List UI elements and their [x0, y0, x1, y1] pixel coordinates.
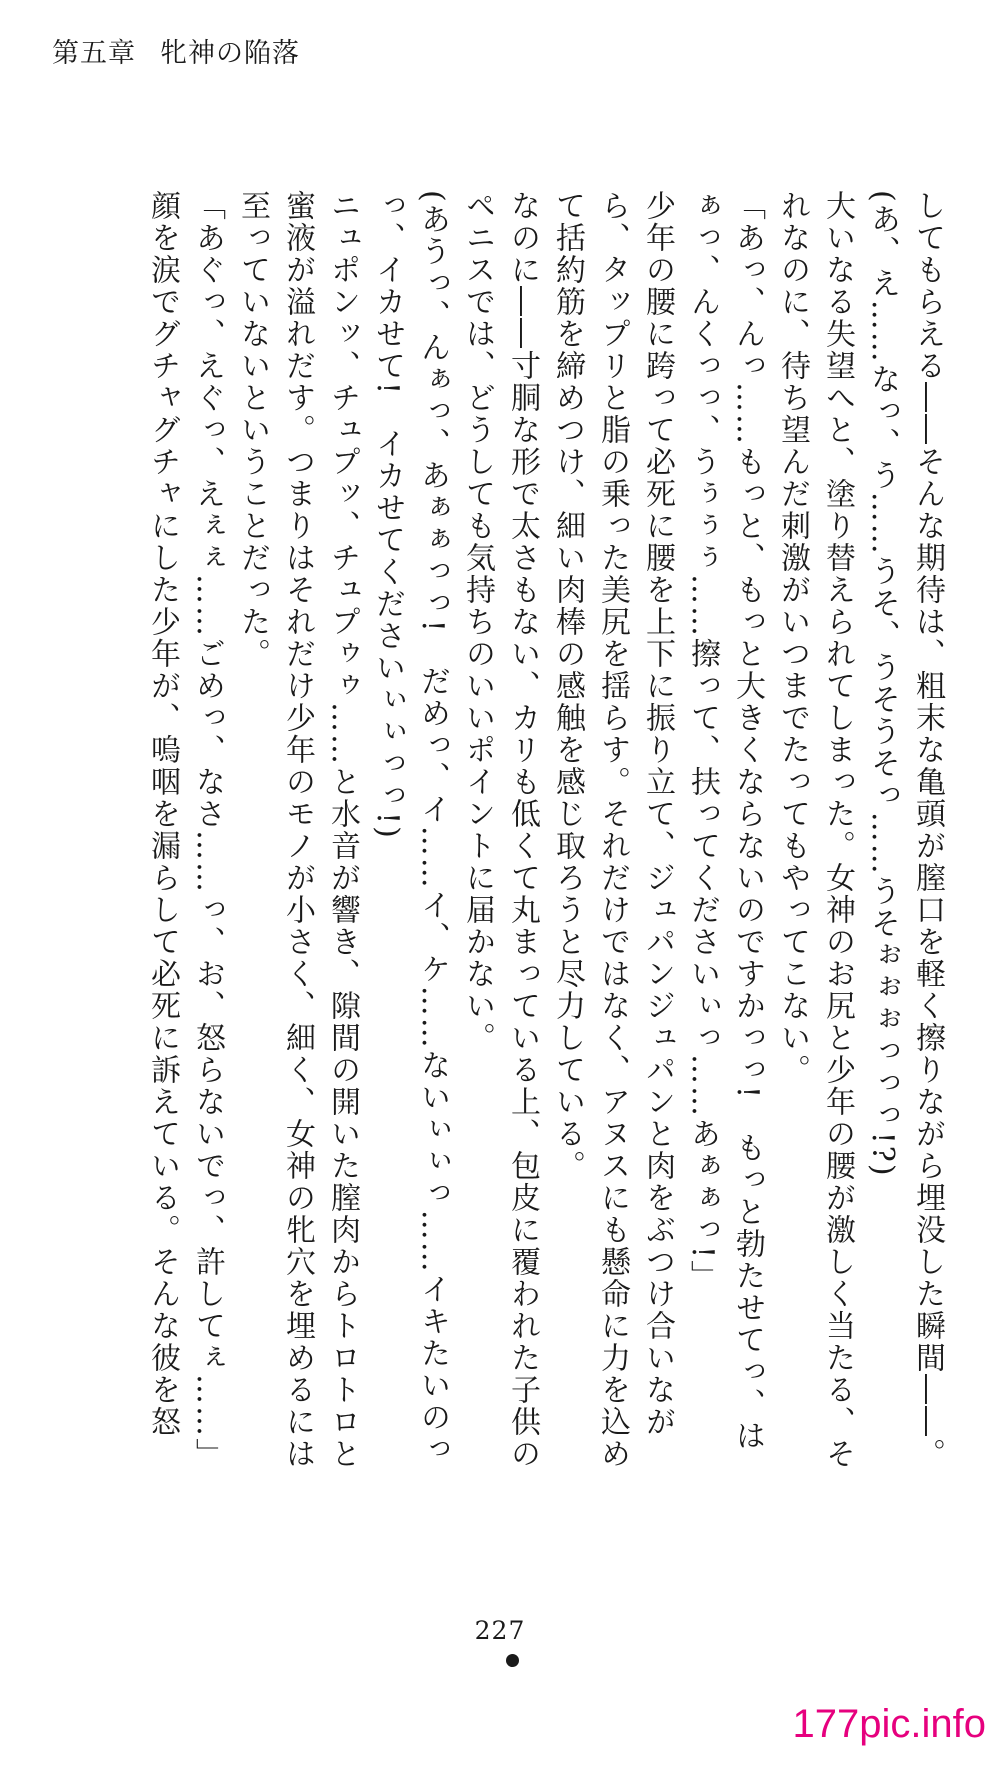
paragraph: 大いなる失望へと、塗り替えられてしまった。女神のお尻と少年の腰が激しく当たる、それなのに、待ち望んだ刺激がいつまでたってもやってこない。 [775, 190, 855, 1470]
paragraph: (あ、え……なっ、う……うそ、うそうそっ……うそぉぉぉっっっ!?) [865, 190, 900, 1178]
paragraph: してもらえる――そんな期待は、粗末な亀頭が膣口を軽く擦りながら埋没した瞬間――。 [910, 190, 945, 1470]
page-number: 227 [474, 1616, 526, 1645]
paragraph: ニュポンッ、チュプッ、チュプゥゥ……と水音が響き、隙間の開いた膣肉からトロトロと蜜液が溢れだす。つまりはそれだけ少年のモノが小さく、細く、女神の牝穴を埋めるには至っていないということだった。 [235, 190, 360, 1470]
paragraph: (あうっ、んぁっ、あぁぁっっ! だめっ、イ……イ、ケ……ないぃぃっ……イキたいのっっ、イカせて! イカせてくださいぃぃっっ!) [370, 190, 450, 1466]
watermark: 177pic.info [792, 1702, 986, 1746]
chapter-title: 牝神の陥落 [160, 38, 300, 69]
paragraph: なのに――寸胴な形で太さもない、カリも低くて丸まっている上、包皮に覆われた子供のペニスでは、どうしても気持ちのいいポイントに届かない。 [460, 190, 540, 1470]
chapter-number: 第五章 [52, 38, 136, 69]
paragraph: 顔を涙でグチャグチャにした少年が、嗚咽を漏らして必死に訴えている。そんな彼を怒 [145, 190, 180, 1438]
page-ornament-dot [506, 1654, 519, 1667]
running-head [52, 38, 300, 70]
paragraph: 少年の腰に跨って必死に腰を上下に振り立て、ジュパンジュパンと肉をぶつけ合いながら、タップリと脂の乗った美尻を揺らす。それだけではなく、アヌスにも懸命に力を込めて括約筋を締めつけ、細い肉棒の感触を感じ取ろうと尽力している。 [550, 190, 675, 1470]
vertical-body-text [40, 190, 950, 1480]
paragraph: 「あっ、んっ……もっと、もっと大きくならないのですかっっ! もっと勃たせてっ、はぁっ、んくっっ、うぅぅぅ……擦って、扶ってくださいぃっ……あぁぁっ!」 [685, 190, 765, 1453]
paragraph: 「あぐっ、えぐっ、えぇぇ……ごめっ、なさ……っ、お、怒らないでっ、許してぇ……」 [190, 190, 225, 1470]
